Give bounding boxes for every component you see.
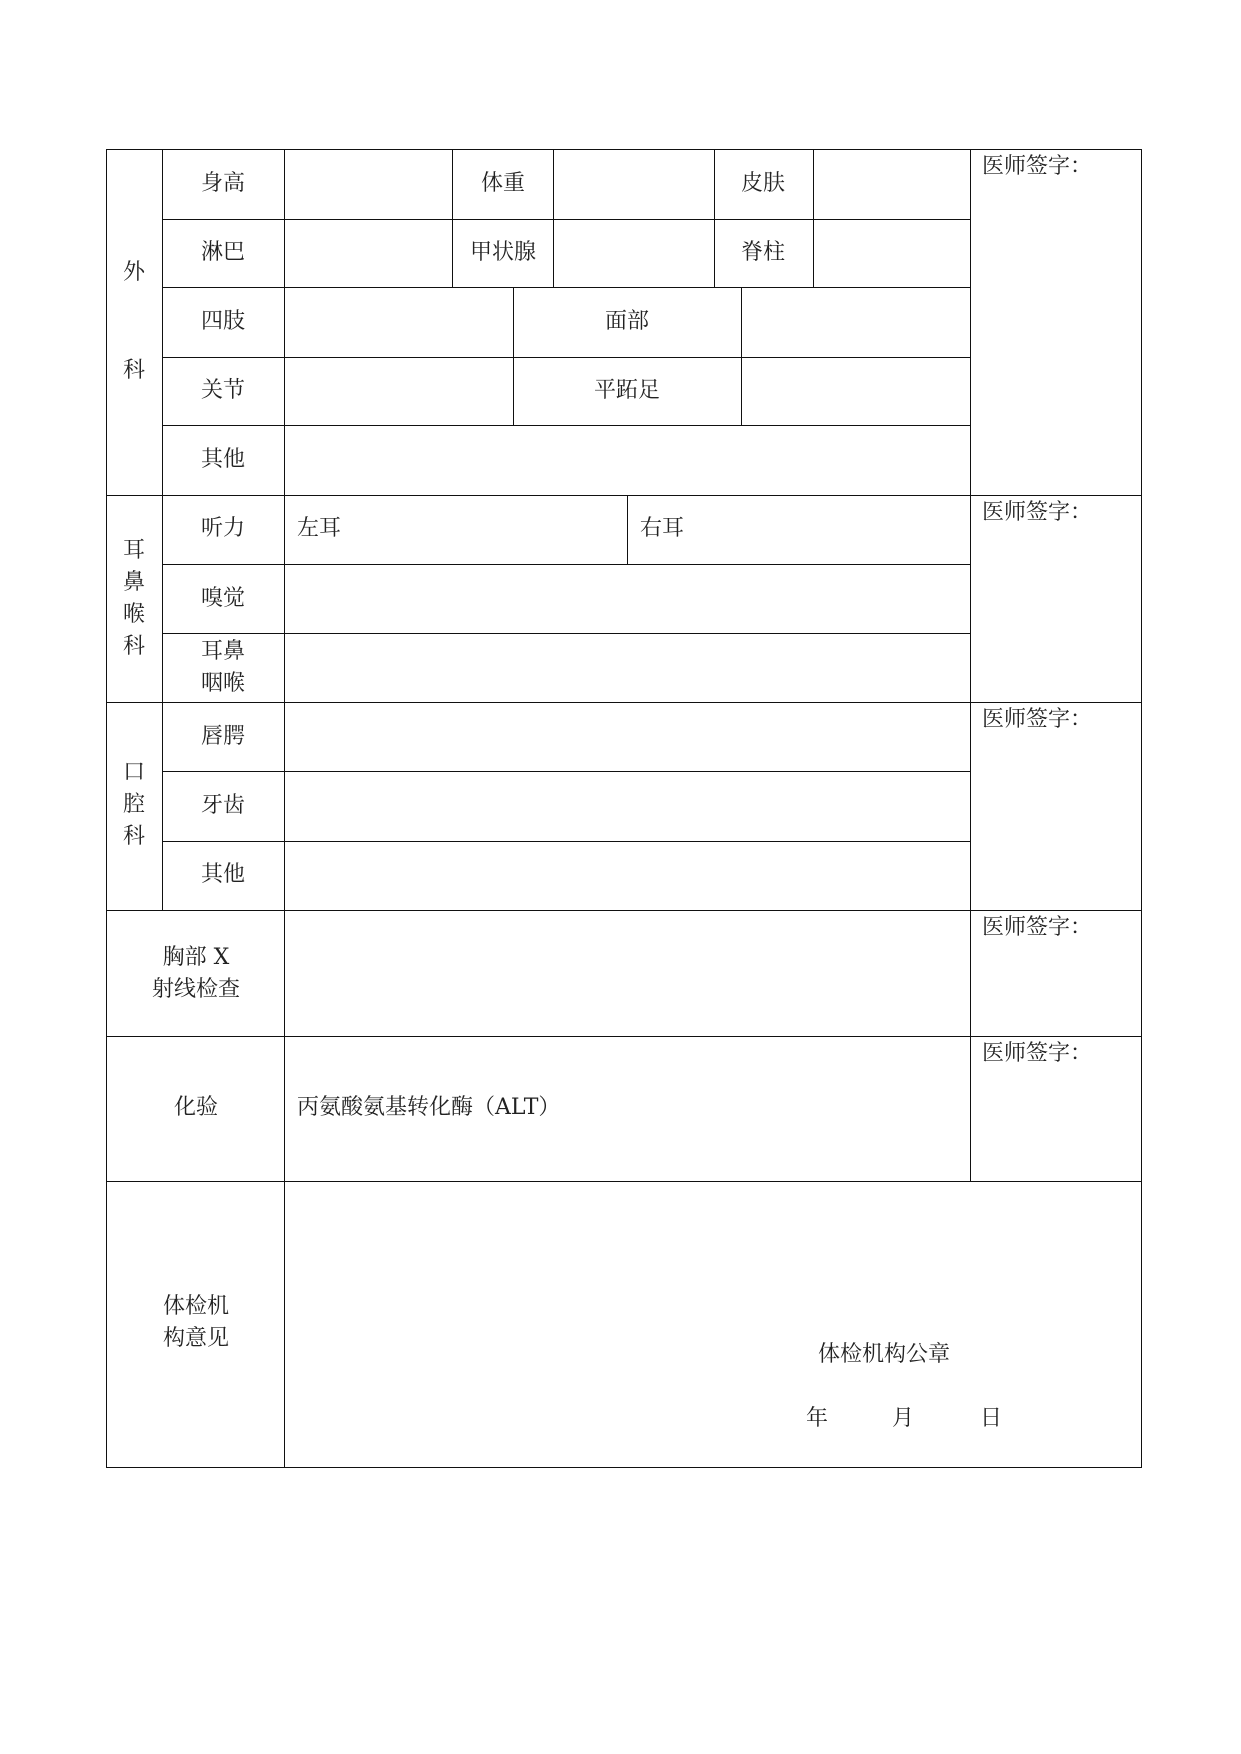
surgery-title-char: 科	[122, 358, 145, 383]
height-field[interactable]	[285, 150, 452, 219]
ent-doctor-signature-label: 医师签字：	[982, 500, 1093, 525]
date-year-label: 年	[806, 1406, 829, 1431]
date-day-label: 日	[980, 1406, 1003, 1431]
label-weight: 体重	[480, 171, 526, 196]
dental-other-field[interactable]	[285, 842, 970, 910]
lymph-field[interactable]	[285, 220, 452, 287]
surgery-doctor-signature-field[interactable]	[971, 185, 1141, 495]
label-institution-opinion-line2: 构意见	[162, 1326, 230, 1351]
label-institution-opinion-line1: 体检机	[162, 1294, 230, 1319]
right-ear-field[interactable]	[693, 496, 970, 564]
ent-throat-field[interactable]	[285, 634, 970, 702]
surgery-other-field[interactable]	[285, 426, 970, 495]
ent-col-line	[627, 495, 628, 564]
label-height: 身高	[200, 171, 246, 196]
label-surgery-other: 其他	[200, 447, 246, 472]
lab-doctor-signature-label: 医师签字：	[982, 1041, 1093, 1066]
lips-palate-field[interactable]	[285, 703, 970, 771]
label-flatfoot: 平跖足	[593, 378, 661, 403]
label-lab: 化验	[173, 1095, 219, 1120]
label-alt-test: 丙氨酸氨基转化酶（ALT）	[297, 1095, 561, 1120]
label-thyroid: 甲状腺	[469, 240, 537, 265]
joints-field[interactable]	[285, 358, 513, 425]
label-spine: 脊柱	[740, 240, 786, 265]
surgery-doctor-signature-label: 医师签字：	[982, 154, 1093, 179]
label-lips-palate: 唇腭	[200, 724, 246, 749]
face-field[interactable]	[742, 288, 970, 357]
chest-xray-field[interactable]	[285, 911, 970, 1036]
limbs-field[interactable]	[285, 288, 513, 357]
date-month-label: 月	[892, 1406, 915, 1431]
skin-field[interactable]	[814, 150, 970, 219]
label-skin: 皮肤	[740, 171, 786, 196]
border-right	[1141, 149, 1142, 1468]
label-ent-throat-line2: 咽喉	[200, 671, 246, 696]
weight-field[interactable]	[554, 150, 714, 219]
ent-title-char: 科	[122, 634, 145, 659]
institution-seal-label: 体检机构公章	[818, 1342, 951, 1367]
dental-doctor-signature-field[interactable]	[971, 737, 1141, 910]
ent-title-char: 鼻	[122, 570, 145, 595]
dental-title-char: 腔	[122, 792, 145, 817]
label-chest-xray-line2: 射线检查	[151, 977, 241, 1002]
surgery-col-line	[513, 287, 514, 425]
surgery-col-line	[452, 149, 453, 287]
dental-title-char: 科	[122, 824, 145, 849]
teeth-field[interactable]	[285, 772, 970, 841]
ent-title-char: 耳	[122, 538, 145, 563]
label-teeth: 牙齿	[200, 793, 246, 818]
alt-result-field[interactable]	[600, 1037, 970, 1181]
divider-section-title	[162, 149, 163, 910]
xray-doctor-signature-label: 医师签字：	[982, 915, 1093, 940]
label-smell: 嗅觉	[200, 586, 246, 611]
border-left	[106, 149, 107, 1468]
label-dental-other: 其他	[200, 862, 246, 887]
ent-title-char: 喉	[122, 602, 145, 627]
label-hearing: 听力	[200, 516, 246, 541]
institution-opinion-field[interactable]	[285, 1182, 1141, 1322]
label-joints: 关节	[200, 378, 246, 403]
border-bottom	[106, 1467, 1142, 1468]
ent-doctor-signature-field[interactable]	[971, 530, 1141, 702]
label-chest-xray-line1: 胸部 X	[162, 945, 230, 970]
xray-doctor-signature-field[interactable]	[971, 945, 1141, 1036]
label-limbs: 四肢	[200, 309, 246, 334]
spine-field[interactable]	[814, 220, 970, 287]
label-left-ear: 左耳	[297, 516, 342, 541]
label-face: 面部	[604, 309, 650, 334]
thyroid-field[interactable]	[554, 220, 714, 287]
smell-field[interactable]	[285, 565, 970, 633]
label-right-ear: 右耳	[640, 516, 685, 541]
flatfoot-field[interactable]	[742, 358, 970, 425]
surgery-col-line	[714, 149, 715, 287]
dental-title-char: 口	[122, 760, 145, 785]
lab-doctor-signature-field[interactable]	[971, 1071, 1141, 1181]
dental-doctor-signature-label: 医师签字：	[982, 707, 1093, 732]
surgery-title-char: 外	[122, 260, 145, 285]
label-lymph: 淋巴	[200, 240, 246, 265]
label-ent-throat-line1: 耳鼻	[200, 639, 246, 664]
left-ear-field[interactable]	[350, 496, 627, 564]
